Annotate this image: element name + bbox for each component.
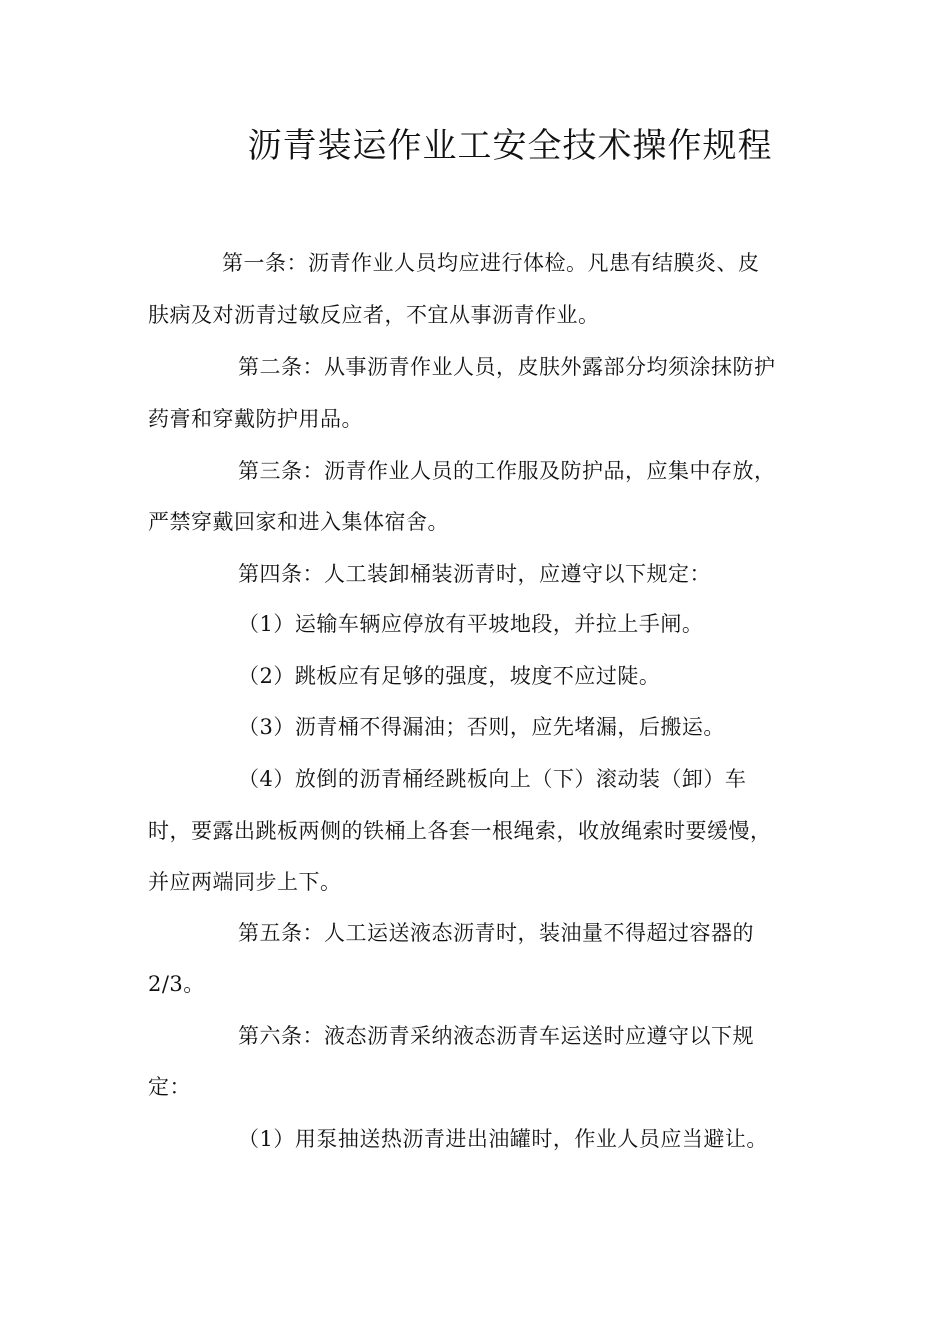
paragraph-line: 第二条：从事沥青作业人员，皮肤外露部分均须涂抹防护 <box>238 355 776 379</box>
paragraph-line: 药膏和穿戴防护用品。 <box>148 407 363 431</box>
paragraph-line: 第四条：人工装卸桶装沥青时，应遵守以下规定： <box>238 562 711 586</box>
paragraph-line: 严禁穿戴回家和进入集体宿舍。 <box>148 510 449 534</box>
list-item: （4）放倒的沥青桶经跳板向上（下）滚动装（卸）车 <box>238 767 747 791</box>
paragraph-line: 第一条：沥青作业人员均应进行体检。凡患有结膜炎、皮 <box>222 251 760 275</box>
paragraph-line: 并应两端同步上下。 <box>148 870 342 894</box>
list-item: （2）跳板应有足够的强度，坡度不应过陡。 <box>238 664 661 688</box>
paragraph-line: 时，要露出跳板两侧的铁桶上各套一根绳索，收放绳索时要缓慢， <box>148 819 772 843</box>
list-item: （1）用泵抽送热沥青进出油罐时，作业人员应当避让。 <box>238 1127 768 1151</box>
paragraph-line: 定： <box>148 1075 191 1099</box>
list-item: （3）沥青桶不得漏油；否则，应先堵漏，后搬运。 <box>238 715 725 739</box>
paragraph-line: 第五条：人工运送液态沥青时，装油量不得超过容器的 <box>238 921 754 945</box>
list-item: （1）运输车辆应停放有平坡地段，并拉上手闸。 <box>238 612 704 636</box>
paragraph-line: 第三条：沥青作业人员的工作服及防护品，应集中存放， <box>238 459 776 483</box>
paragraph-line: 2/3。 <box>148 972 205 996</box>
paragraph-line: 第六条：液态沥青采纳液态沥青车运送时应遵守以下规 <box>238 1024 754 1048</box>
paragraph-line: 肤病及对沥青过敏反应者，不宜从事沥青作业。 <box>148 303 600 327</box>
document-title: 沥青装运作业工安全技术操作规程 <box>247 126 773 166</box>
